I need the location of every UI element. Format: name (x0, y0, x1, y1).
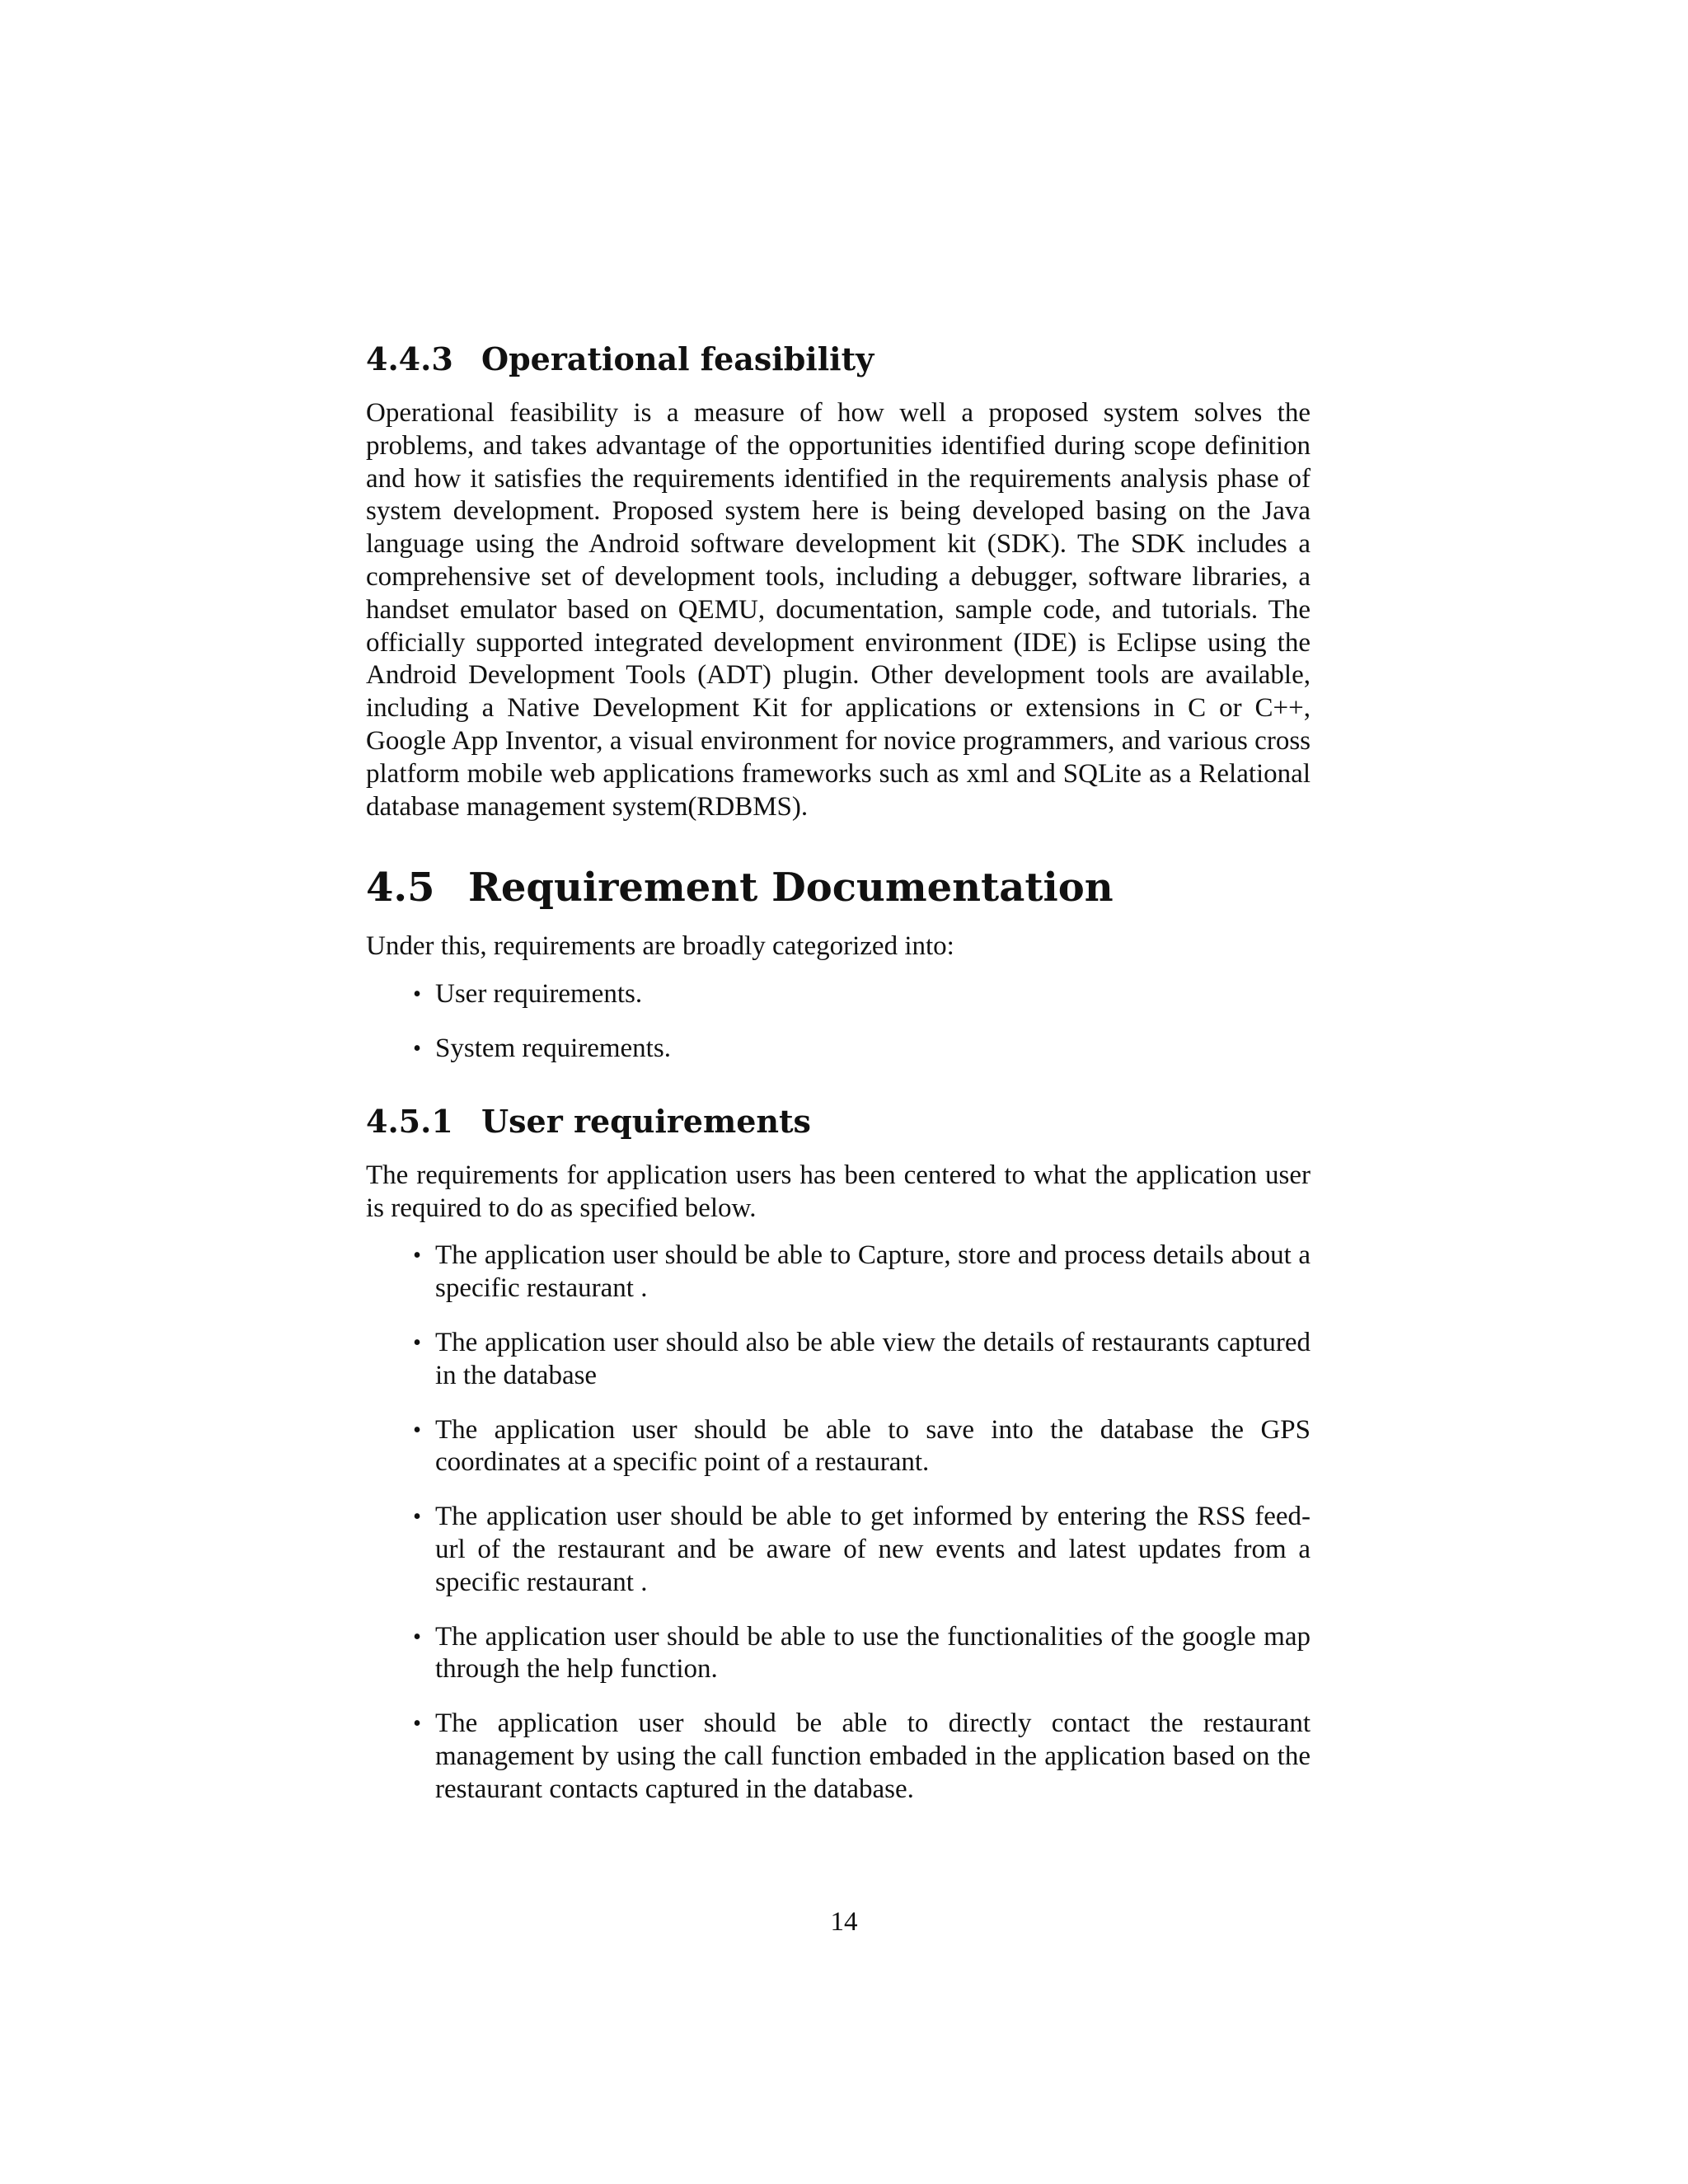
page-number: 14 (830, 1907, 858, 1937)
list-item (366, 1414, 1311, 1480)
bullet-icon: • (413, 1035, 421, 1062)
section-heading-4-5 (366, 863, 1311, 912)
list-item-text: The application user should be able to use the functionalities of the google map through the help function. (435, 1621, 1311, 1685)
user-requirements-intro: The requirements for application users has been centered to what the application user is required to do as specified below. (366, 1160, 1311, 1223)
document-page (366, 340, 1311, 1828)
list-item-text: The application user should also be able view the details of restaurants captured in the database (435, 1327, 1311, 1390)
requirement-categories-list (366, 978, 1311, 1066)
section-title: User requirements (481, 1102, 811, 1140)
section-title: Requirement Documentation (468, 865, 1114, 912)
bullet-icon: • (413, 1504, 421, 1530)
bullet-icon: • (413, 1417, 421, 1443)
list-item (366, 1327, 1311, 1393)
list-item (366, 1240, 1311, 1305)
operational-feasibility-paragraph: Operational feasibility is a measure of how well a proposed system solves the problems, and takes advantage of the opportunities identified during scope definition and how it satisfies the requirements identified in the requirements analysis phase of system development. Proposed system here is being developed basing on the Java language using the Android software development kit (SDK). The SDK includes a comprehensive set of development tools, including a debugger, software libraries, a handset emulator based on QEMU, documentation, sample code, and tutorials. The officially supported integrated development environment (IDE) is Eclipse using the Android Development Tools (ADT) plugin. Other development tools are available, including a Native Development Kit for applications or extensions in C or C++, Google App Inventor, a visual environment for novice programmers, and various cross platform mobile web applications frameworks such as xml and SQLite as a Relational database management system(RDBMS). (366, 398, 1311, 822)
bullet-icon: • (413, 1711, 421, 1737)
list-item (366, 978, 1311, 1011)
bullet-icon: • (413, 1329, 421, 1356)
section-heading-4-5-1 (366, 1102, 1311, 1141)
list-item (366, 1708, 1311, 1806)
section-heading-4-4-3 (366, 340, 1311, 379)
bullet-icon: • (413, 982, 421, 1008)
list-item-text: The application user should be able to get informed by entering the RSS feed-url of the restaurant and be aware of new events and latest updates from a specific restaurant . (435, 1502, 1311, 1597)
list-item-text: The application user should be able to save into the database the GPS coordinates at a specific point of a restaurant. (435, 1414, 1311, 1478)
list-item (366, 1501, 1311, 1599)
bullet-icon: • (413, 1624, 421, 1650)
list-item-text: User requirements. (435, 979, 643, 1010)
section-number: 4.4.3 (366, 340, 453, 377)
list-item (366, 1621, 1311, 1687)
list-item (366, 1033, 1311, 1066)
section-number: 4.5.1 (366, 1102, 453, 1140)
list-item-text: System requirements. (435, 1033, 671, 1063)
list-item-text: The application user should be able to Capture, store and process details about a specific restaurant . (435, 1240, 1311, 1304)
requirement-documentation-intro: Under this, requirements are broadly categorized into: (366, 931, 954, 962)
list-item-text: The application user should be able to directly contact the restaurant management by using the call function embaded in the application based on the restaurant contacts captured in the database. (435, 1708, 1311, 1804)
bullet-icon: • (413, 1243, 421, 1269)
user-requirements-list (366, 1240, 1311, 1806)
section-number: 4.5 (366, 865, 435, 912)
section-title: Operational feasibility (481, 340, 874, 377)
